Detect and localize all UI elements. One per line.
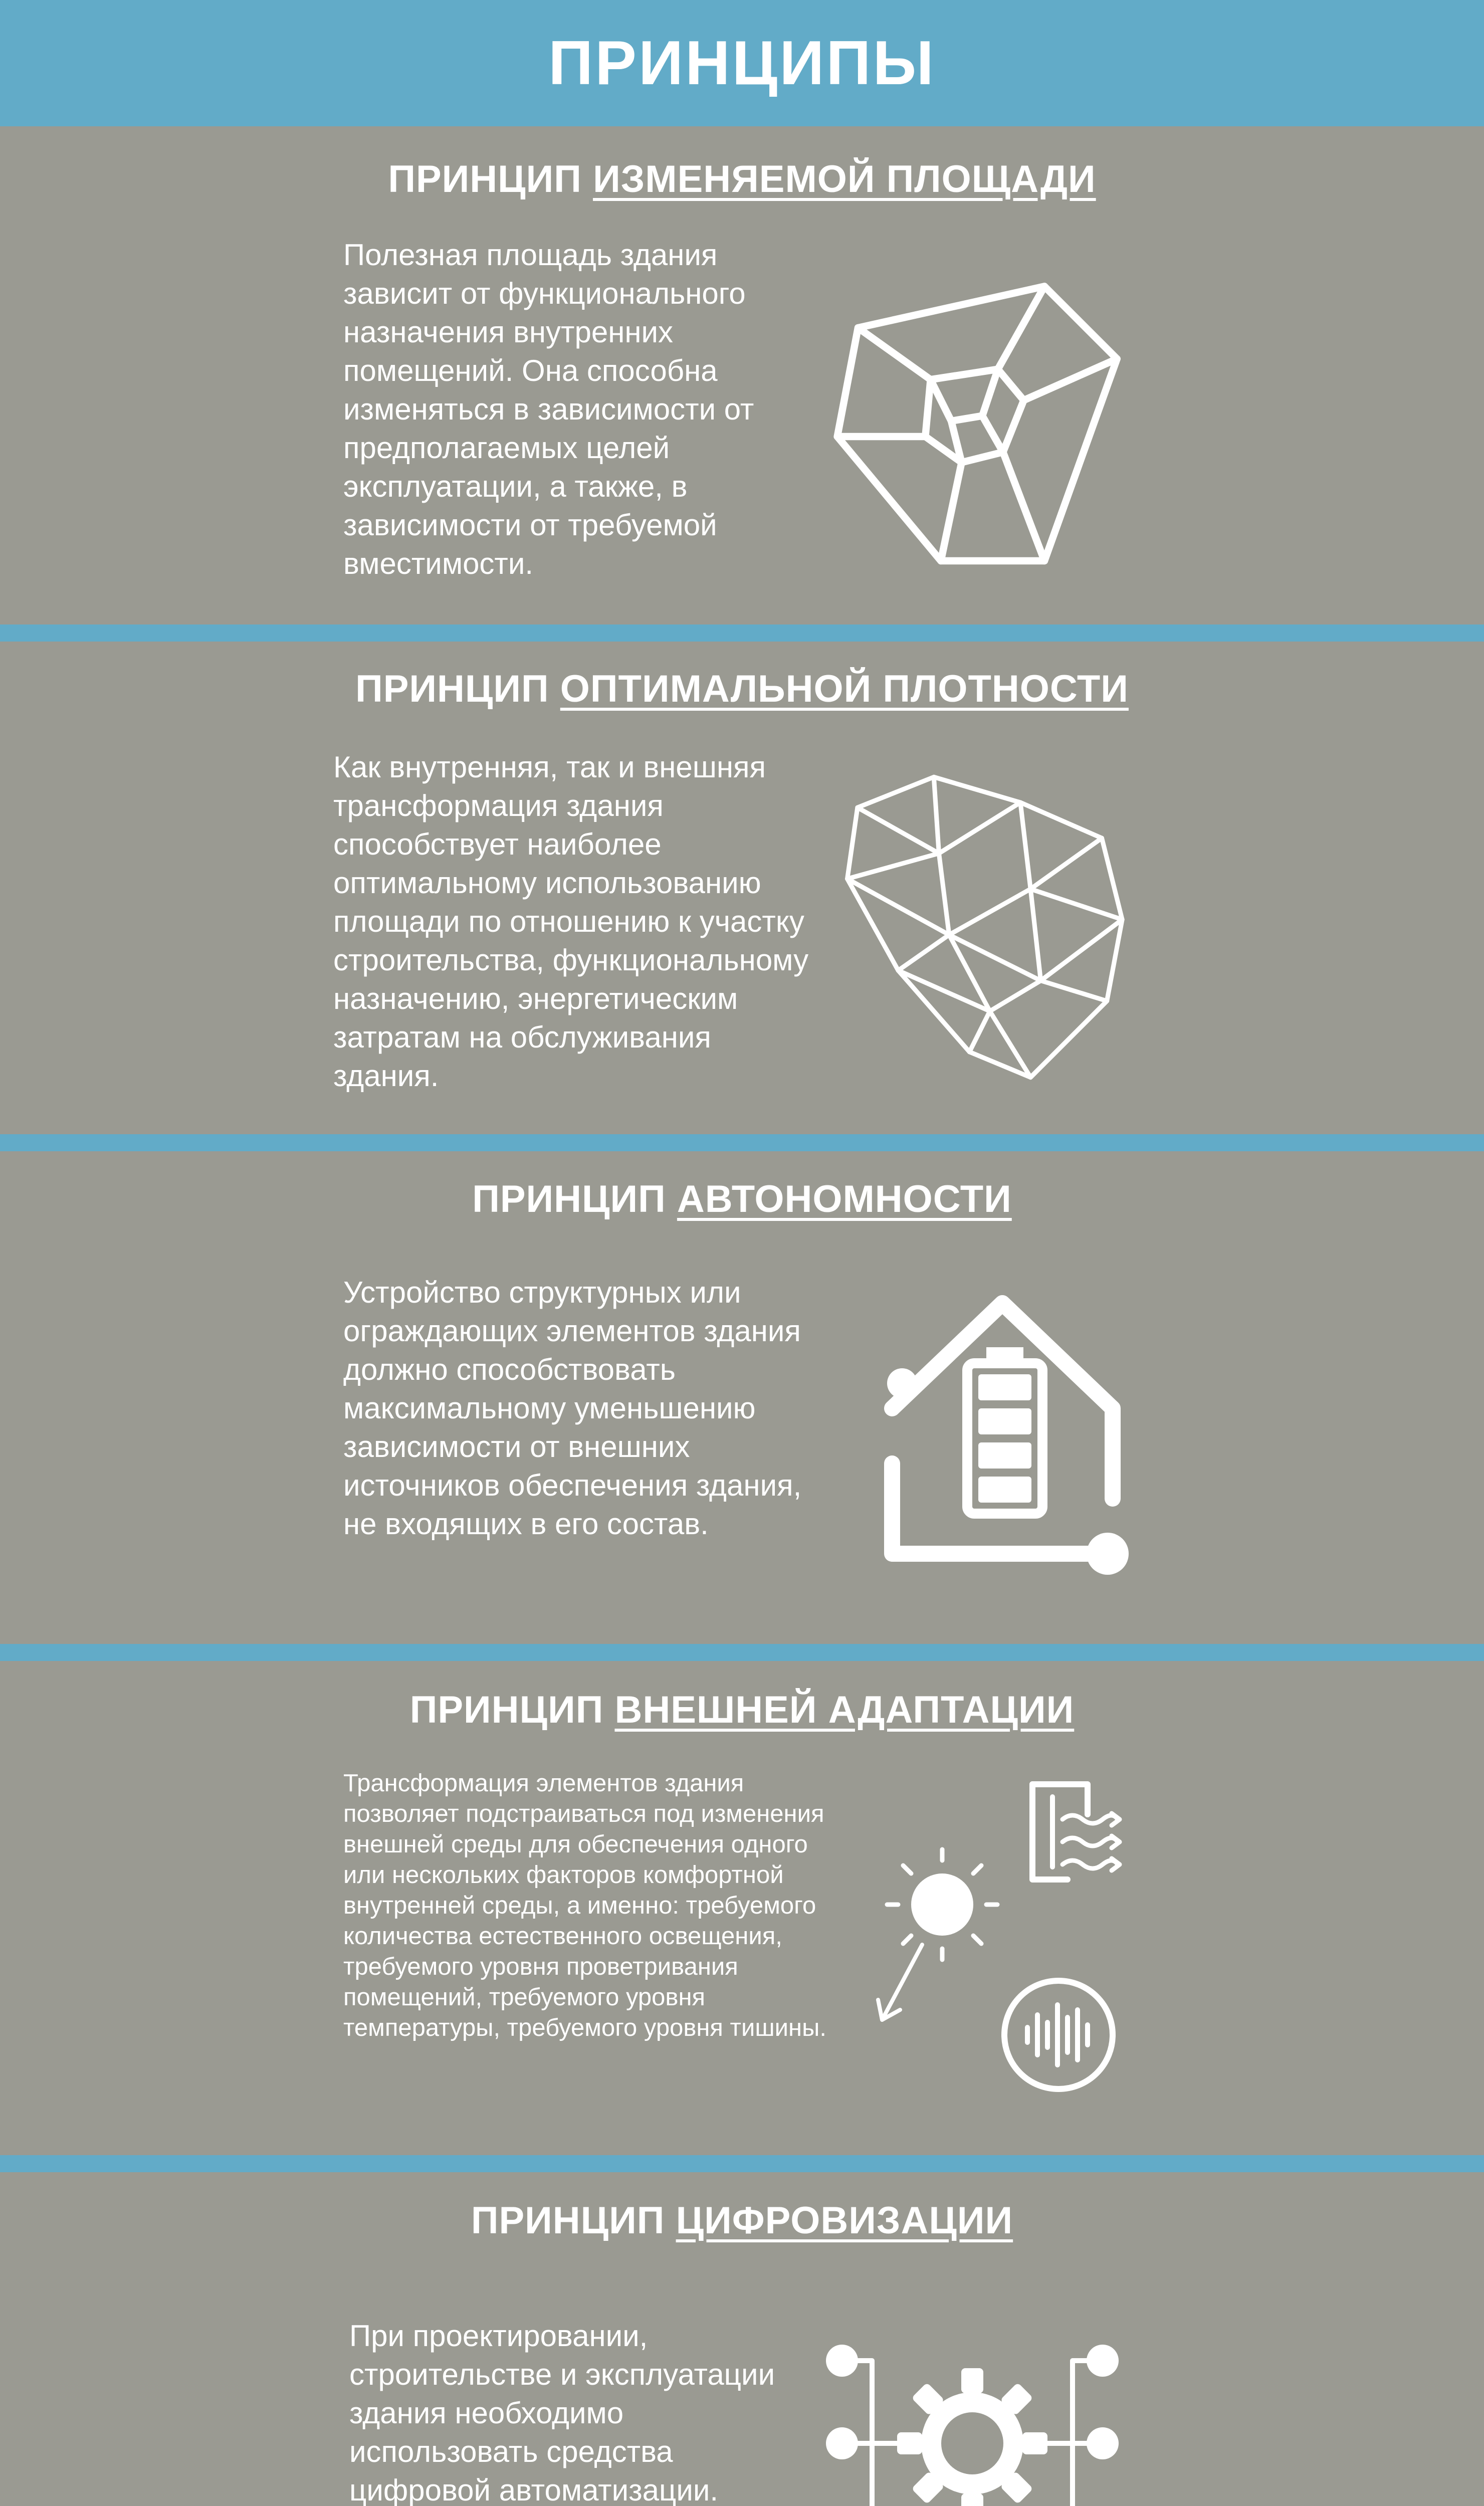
section-title-digitalization bbox=[0, 2199, 1484, 2242]
section-title-external-adaptation bbox=[0, 1691, 1484, 1729]
gear-network-icon bbox=[822, 2338, 1123, 2506]
section-divider bbox=[0, 2155, 1484, 2172]
section-title-autonomy bbox=[0, 1180, 1484, 1218]
section-title-changeable-area bbox=[0, 160, 1484, 198]
section-title-prefix: ПРИНЦИП bbox=[355, 668, 560, 710]
section-title-prefix: ПРИНЦИП bbox=[472, 1178, 677, 1220]
section-title-prefix: ПРИНЦИП bbox=[388, 158, 593, 200]
page-header bbox=[0, 0, 1484, 126]
section-text-external-adaptation: Трансформация элементов здания позволяет подстраиваться под изменения внешней среды для обеспечения одного или нескольких факторов комфортной внутренней среды, а именно: требуемого количества естественного освещения, требуемого уровня проветривания помещений, требуемого уровня температуры, требуемого уровня тишины. bbox=[343, 1770, 826, 2041]
section-divider bbox=[0, 1644, 1484, 1661]
section-title-highlight: ОПТИМАЛЬНОЙ ПЛОТНОСТИ bbox=[560, 668, 1129, 710]
house-battery-icon bbox=[872, 1283, 1143, 1584]
section-divider bbox=[0, 624, 1484, 642]
section-title-prefix: ПРИНЦИП bbox=[409, 1689, 615, 1731]
section-title-prefix: ПРИНЦИП bbox=[471, 2199, 676, 2242]
section-title-highlight: ВНЕШНЕЙ АДАПТАЦИИ bbox=[614, 1689, 1075, 1731]
section-title-highlight: ИЗМЕНЯЕМОЙ ПЛОЩАДИ bbox=[593, 158, 1096, 200]
sun-wind-sound-icon bbox=[867, 1774, 1138, 2100]
section-divider bbox=[0, 1134, 1484, 1151]
polygon-mesh-icon bbox=[837, 767, 1143, 1093]
section-title-highlight: АВТОНОМНОСТИ bbox=[677, 1178, 1012, 1220]
section-text-autonomy: Устройство структурных или ограждающих элементов здания должно способствовать максимальному уменьшению зависимости от внешних источников обеспечения здания, не входящих в его состав. bbox=[343, 1276, 802, 1541]
section-title-highlight: ЦИФРОВИЗАЦИИ bbox=[676, 2199, 1013, 2242]
section-text-digitalization: При проектировании, строительстве и эксплуатации здания необходимо использовать средства цифровой автоматизации. bbox=[349, 2319, 775, 2506]
section-text-changeable-area: Полезная площадь здания зависит от функционального назначения внутренних помещений. Она способна изменяться в зависимости от предполагаемых целей эксплуатации, а также, в зависимости от требуемой вместимости. bbox=[343, 238, 754, 580]
hypercube-icon bbox=[827, 266, 1138, 576]
section-title-optimal-density bbox=[0, 670, 1484, 708]
page-title: ПРИНЦИПЫ bbox=[548, 29, 936, 98]
section-text-optimal-density: Как внутренняя, так и внешняя трансформация здания способствует наиболее оптимальному использованию площади по отношению к участку строительства, функциональному назначению, энергетическим затратам на обслуживания здания. bbox=[333, 750, 809, 1093]
